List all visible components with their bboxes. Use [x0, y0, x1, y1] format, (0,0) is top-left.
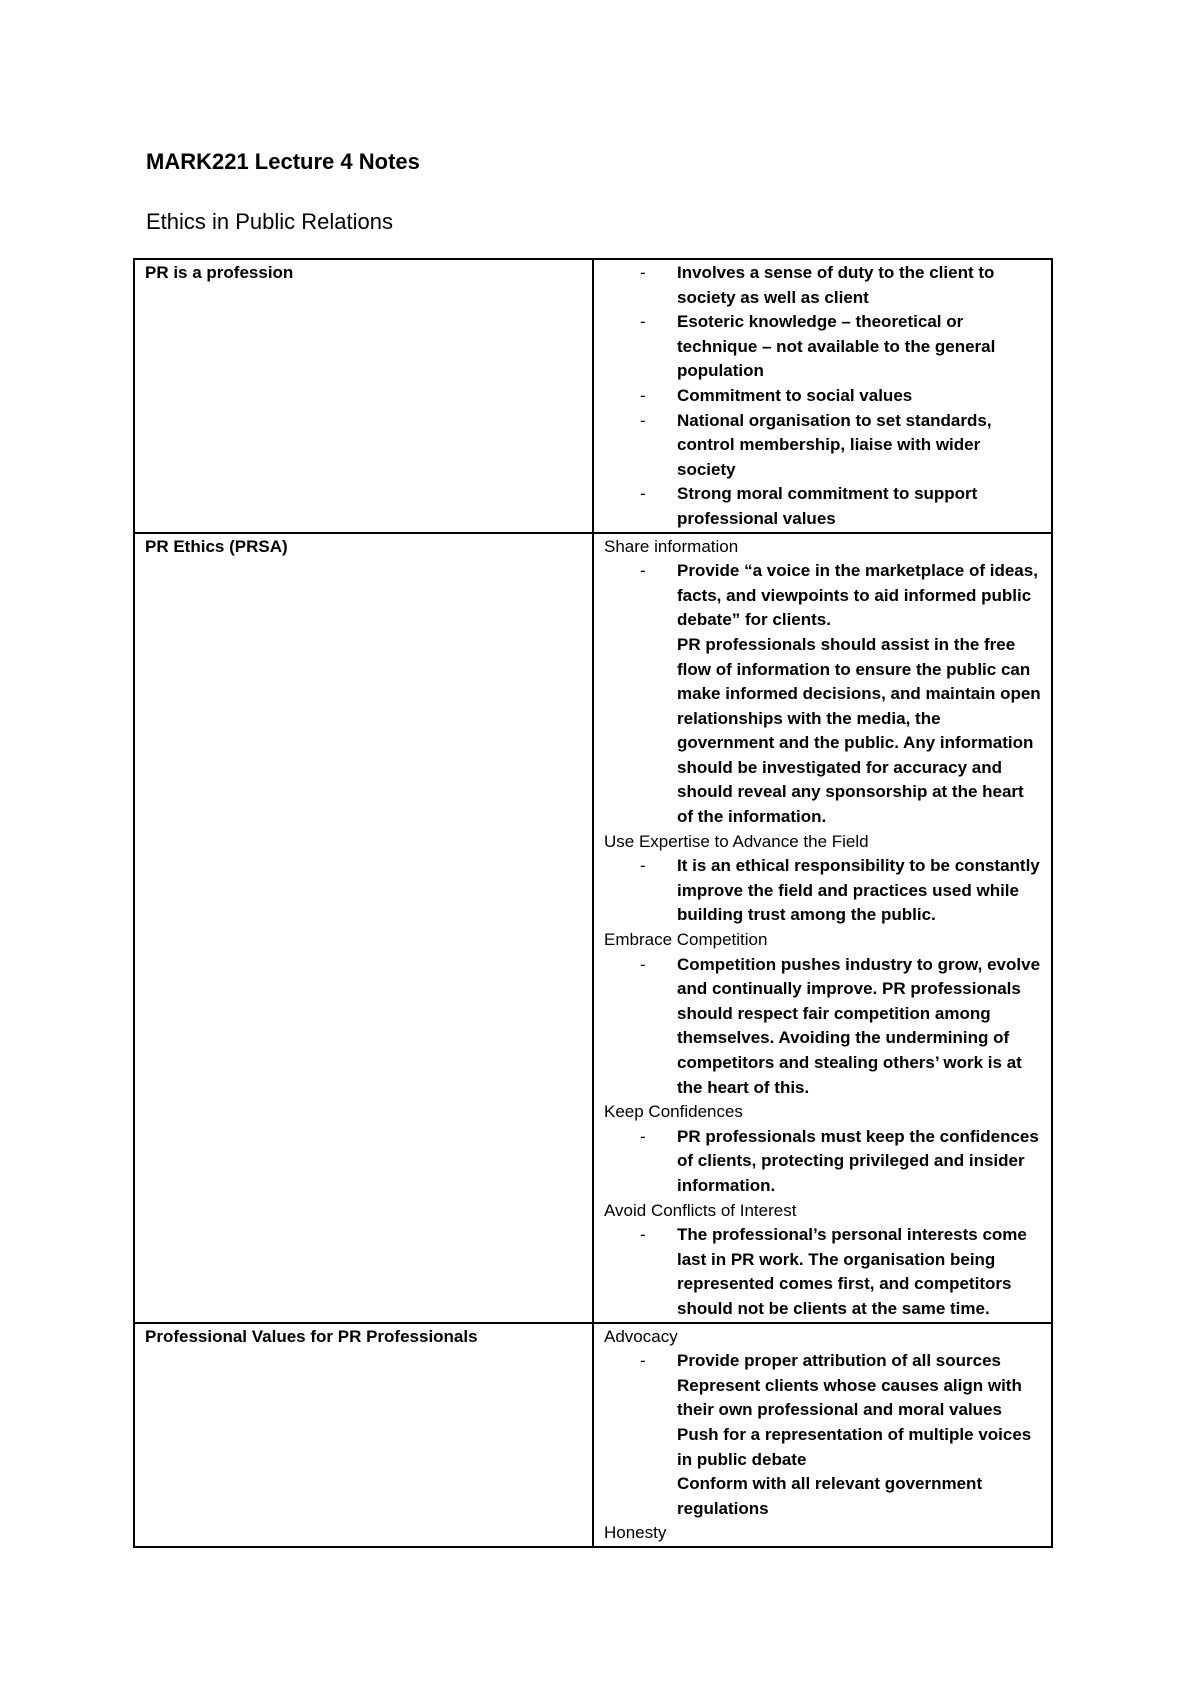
row-content: [593, 1323, 1052, 1547]
row-label: PR is a profession: [134, 259, 593, 533]
notes-table: [133, 258, 1053, 1548]
list-item: - Competition pushes industry to grow, evolve and continually improve. PR professionals should respect fair competition among themselves. Avoiding the undermining of competitors and stealing others’ work is at the heart of this.: [677, 953, 1041, 1101]
row-label: PR Ethics (PRSA): [134, 533, 593, 1323]
list-item: - Commitment to social values: [677, 384, 1041, 409]
section-heading: Embrace Competition: [604, 930, 768, 950]
list-item: - The professional’s personal interests come last in PR work. The organisation being represented comes first, and competitors should not be clients at the same time.: [677, 1223, 1041, 1321]
section-heading: Advocacy: [604, 1326, 678, 1346]
bullet-list: [604, 953, 1041, 1101]
list-item: - National organisation to set standards, control membership, liaise with wider society: [677, 409, 1041, 483]
table-row: [134, 533, 1052, 1323]
bullet-list: [604, 854, 1041, 928]
row-content: [593, 533, 1052, 1323]
section-heading: Share information: [604, 536, 739, 556]
bullet-list: [604, 1349, 1041, 1521]
list-item-continuation: Represent clients whose causes align with their own professional and moral values: [677, 1375, 1022, 1420]
bullet-list: [604, 1223, 1041, 1321]
table-row: [134, 1323, 1052, 1547]
bullet-list: [604, 261, 1041, 532]
list-item-continuation: Conform with all relevant government regulations: [677, 1474, 983, 1518]
list-item: - It is an ethical responsibility to be constantly improve the field and practices used while building trust among the public.: [677, 854, 1041, 928]
list-item: - Involves a sense of duty to the client to society as well as client: [677, 261, 1041, 310]
row-content: [593, 259, 1052, 533]
list-item: - Provide “a voice in the marketplace of ideas, facts, and viewpoints to aid informed public debate” for clients.: [677, 559, 1041, 633]
document-subtitle: Ethics in Public Relations: [146, 209, 394, 234]
list-item: - PR professionals must keep the confidences of clients, protecting privileged and insider information.: [677, 1125, 1041, 1199]
list-item-continuation: PR professionals should assist in the free flow of information to ensure the public can make informed decisions, and maintain open relationships with the media, the government and the public. Any information should be investigated for accuracy and should reveal any sponsorship at the heart of the information.: [677, 634, 1041, 827]
list-item: - Strong moral commitment to support professional values: [677, 482, 1041, 531]
list-item-continuation: Push for a representation of multiple voices in public debate: [677, 1424, 1032, 1469]
section-heading: Use Expertise to Advance the Field: [604, 831, 869, 851]
row-label: Professional Values for PR Professionals: [134, 1323, 593, 1547]
table-row: [134, 259, 1052, 533]
bullet-list: [604, 559, 1041, 830]
list-item: - Provide proper attribution of all sources: [677, 1349, 1041, 1374]
section-heading: Keep Confidences: [604, 1102, 743, 1122]
document-title: MARK221 Lecture 4 Notes: [146, 149, 420, 174]
section-heading: Avoid Conflicts of Interest: [604, 1200, 797, 1220]
list-item: - Esoteric knowledge – theoretical or technique – not available to the general population: [677, 310, 1041, 384]
section-heading: Honesty: [604, 1523, 667, 1543]
bullet-list: [604, 1125, 1041, 1199]
